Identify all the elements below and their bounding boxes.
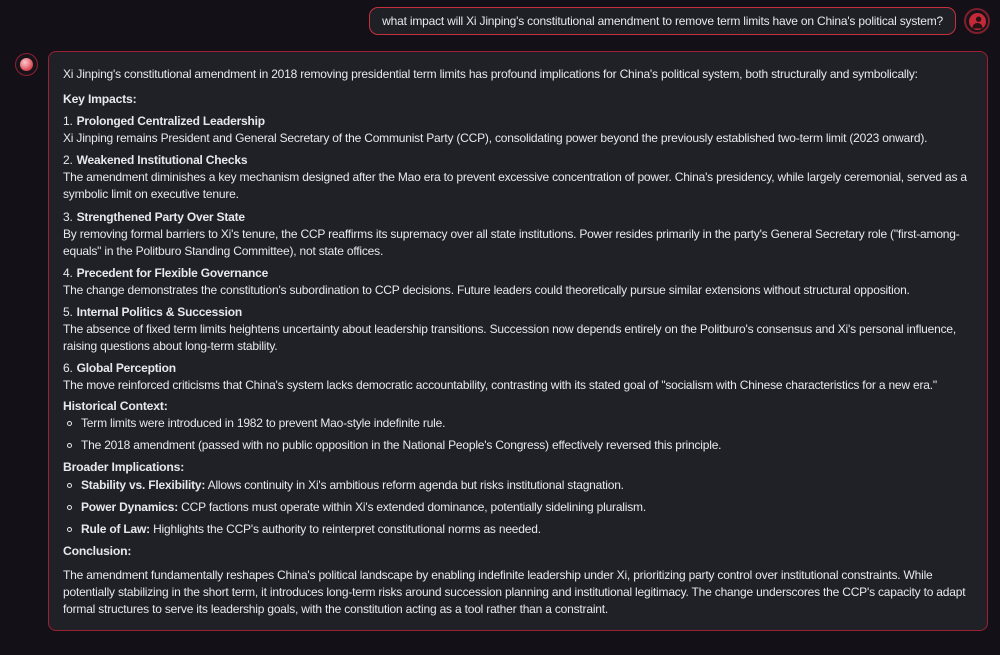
list-item — [67, 415, 973, 432]
user-message-text: what impact will Xi Jinping's constitutional amendment to remove term limits have on China's political system? — [382, 14, 943, 28]
impact-title-text: Prolonged Centralized Leadership — [76, 114, 265, 129]
bullet-circle-icon — [67, 527, 72, 532]
impact-title-text: Strengthened Party Over State — [76, 209, 245, 224]
impact-number: 4. — [63, 265, 73, 280]
bullet-circle-icon — [67, 483, 72, 488]
impact-number: 6. — [63, 360, 73, 375]
list-item-text — [81, 477, 624, 494]
conclusion-text: The amendment fundamentally reshapes China's political landscape by enabling indefinite leadership under Xi, prioritizing party control over institutional constraints. While potentially stabilizing in the short term, it introduces long-term risks around succession planning and institutional legitimacy. The change underscores the CCP's capacity to adapt formal structures to serve its leadership goals, with the constitution acting as a tool rather than a constraint. — [63, 567, 966, 617]
list-item-label: Stability vs. Flexibility: — [81, 477, 206, 492]
assistant-avatar — [15, 53, 38, 76]
broader-implications-list — [63, 477, 973, 538]
bullet-circle-icon — [67, 421, 72, 426]
response-intro: Xi Jinping's constitutional amendment in 2018 removing presidential term limits has profound implications for China's political system, both structurally and symbolically: — [63, 67, 918, 81]
historical-context-heading: Historical Context: — [63, 398, 168, 413]
list-item-text: The 2018 amendment (passed with no public opposition in the National People's Congress) effectively reversed this principle. — [81, 438, 722, 453]
list-item-body: CCP factions must operate within Xi's extended dominance, potentially sidelining pluralism. — [178, 499, 646, 514]
impact-item — [63, 360, 973, 394]
impact-title-text: Global Perception — [76, 360, 176, 375]
list-item — [67, 437, 973, 454]
assistant-response-row — [0, 35, 1000, 631]
user-message-row — [0, 0, 1000, 35]
assistant-logo-icon — [20, 58, 33, 71]
impact-body-text: Xi Jinping remains President and General Secretary of the Communist Party (CCP), consolidating power beyond the previously established two-term limit (2023 onward). — [63, 131, 928, 146]
impact-item — [63, 209, 973, 260]
impact-title-text: Weakened Institutional Checks — [76, 153, 248, 168]
list-item — [67, 477, 973, 494]
user-avatar[interactable] — [964, 8, 990, 34]
impact-title-text: Internal Politics & Succession — [76, 304, 242, 319]
list-item — [67, 499, 973, 516]
conclusion-heading: Conclusion: — [63, 543, 132, 558]
user-person-icon — [969, 13, 986, 30]
broader-implications-heading: Broader Implications: — [63, 460, 185, 475]
impact-number: 3. — [63, 209, 73, 224]
bullet-circle-icon — [67, 505, 72, 510]
historical-context-list — [63, 415, 973, 454]
impact-item — [63, 304, 973, 355]
impact-item — [63, 113, 973, 147]
impact-body-text: The change demonstrates the constitution's subordination to CCP decisions. Future leaders could theoretically pursue similar extensions without structural opposition. — [63, 282, 910, 297]
list-item-body: Allows continuity in Xi's ambitious reform agenda but risks institutional stagnation. — [205, 477, 624, 492]
list-item-text — [81, 521, 541, 538]
list-item-label: Power Dynamics: — [81, 499, 179, 514]
impact-item — [63, 265, 973, 299]
impact-body-text: The absence of fixed term limits heightens uncertainty about leadership transitions. Succession now depends entirely on the Politburo's consensus and Xi's personal influence, raising questions about long-term stability. — [63, 321, 956, 353]
key-impacts-heading: Key Impacts: — [63, 92, 137, 107]
impact-number: 1. — [63, 114, 73, 129]
list-item-body: Highlights the CCP's authority to reinterpret constitutional norms as needed. — [149, 521, 541, 536]
impact-body-text: By removing formal barriers to Xi's tenure, the CCP reaffirms its supremacy over all state institutions. Power resides primarily in the party's General Secretary role ("first-among-equals" in the Politburo Standing Committee), not state offices. — [63, 226, 960, 258]
impact-title-text: Precedent for Flexible Governance — [76, 265, 269, 280]
assistant-response-panel — [48, 51, 988, 631]
list-item-label: Rule of Law: — [81, 521, 150, 536]
impact-item — [63, 152, 973, 203]
list-item-text — [81, 499, 646, 516]
bullet-circle-icon — [67, 443, 72, 448]
list-item-text: Term limits were introduced in 1982 to prevent Mao-style indefinite rule. — [81, 416, 446, 431]
impact-body-text: The move reinforced criticisms that China's system lacks democratic accountability, contrasting with its stated goal of "socialism with Chinese characteristics for a new era." — [63, 377, 937, 392]
user-message-bubble — [369, 7, 956, 35]
impact-number: 2. — [63, 153, 73, 168]
impact-number: 5. — [63, 304, 73, 319]
list-item — [67, 521, 973, 538]
impact-body-text: The amendment diminishes a key mechanism designed after the Mao era to prevent excessive concentration of power. China's presidency, while largely ceremonial, served as a symbolic limit on executive tenure. — [63, 170, 967, 202]
